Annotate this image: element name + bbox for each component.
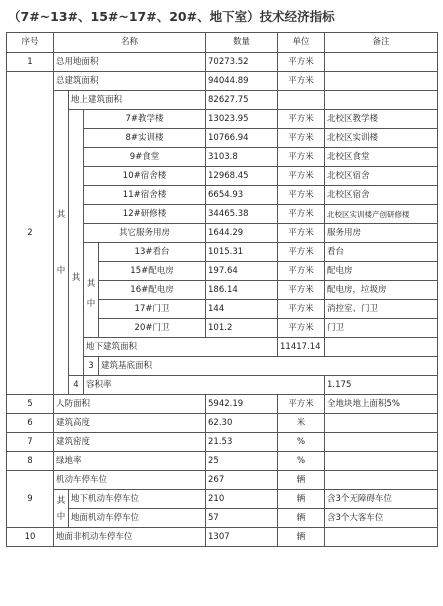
- group-label-parking: 其 中: [54, 490, 69, 528]
- table-row: 7 建筑密度 21.53 %: [7, 433, 438, 452]
- table-row: 20#门卫 101.2 平方米 门卫: [7, 319, 438, 338]
- table-row: 1 总用地面积 70273.52 平方米: [7, 53, 438, 72]
- header-unit: 单位: [278, 33, 325, 53]
- table-row: 其 7#教学楼 13023.95 平方米 北校区教学楼: [7, 110, 438, 129]
- table-row: 10#宿舍楼 12968.45 平方米 北校区宿舍: [7, 167, 438, 186]
- table-row: 5 人防面积 5942.19 平方米 全地块地上面积5%: [7, 395, 438, 414]
- header-seq: 序号: [7, 33, 54, 53]
- header-qty: 数量: [206, 33, 278, 53]
- table-row: 其 中 地上建筑面积 82627.75: [7, 91, 438, 110]
- table-row: 4 容积率 1.175: [7, 376, 438, 395]
- table-row: 2 总建筑面积 94044.89 平方米: [7, 72, 438, 91]
- header-remark: 备注: [325, 33, 438, 53]
- table-row: 9#食堂 3103.8 平方米 北校区食堂: [7, 148, 438, 167]
- table-row: 15#配电房 197.64 平方米 配电房: [7, 262, 438, 281]
- table-row: 9 机动车停车位 267 辆: [7, 471, 438, 490]
- tech-economic-table: [6, 32, 438, 547]
- header-row: [7, 33, 438, 53]
- table-row: 16#配电房 186.14 平方米 配电房，垃圾房: [7, 281, 438, 300]
- seq-cell-9: 9: [7, 471, 54, 528]
- table-row: 17#门卫 144 平方米 消控室、门卫: [7, 300, 438, 319]
- group-label-outer: 其 中: [54, 91, 69, 395]
- table-row: 其 中 地下机动车停车位 210 辆 含3个无障碍车位: [7, 490, 438, 509]
- seq-cell-2: 2: [7, 72, 54, 395]
- table-row: 8#实训楼 10766.94 平方米 北校区实训楼: [7, 129, 438, 148]
- group-label-inner: 其 中: [84, 243, 99, 338]
- table-row: 6 建筑高度 62.30 米: [7, 414, 438, 433]
- table-row: 其它服务用房 1644.29 平方米 服务用房: [7, 224, 438, 243]
- header-name: 名称: [54, 33, 206, 53]
- table-row: 地下建筑面积 11417.14: [7, 338, 438, 357]
- table-row: 其 中 13#看台 1015.31 平方米 看台: [7, 243, 438, 262]
- page-title: （7#~13#、15#~17#、20#、地下室）技术经济指标: [8, 9, 335, 24]
- group-label-mid: 其: [69, 110, 84, 376]
- table-row: 10 地面非机动车停车位 1307 辆: [7, 528, 438, 547]
- table-row: 3 建筑基底面积: [7, 357, 438, 376]
- table-row: 12#研修楼 34465.38 平方米 北校区实训楼产创研修楼: [7, 205, 438, 224]
- table-row: 11#宿舍楼 6654.93 平方米 北校区宿舍: [7, 186, 438, 205]
- table-row: 8 绿地率 25 %: [7, 452, 438, 471]
- table-row: 地面机动车停车位 57 辆 含3个大客车位: [7, 509, 438, 528]
